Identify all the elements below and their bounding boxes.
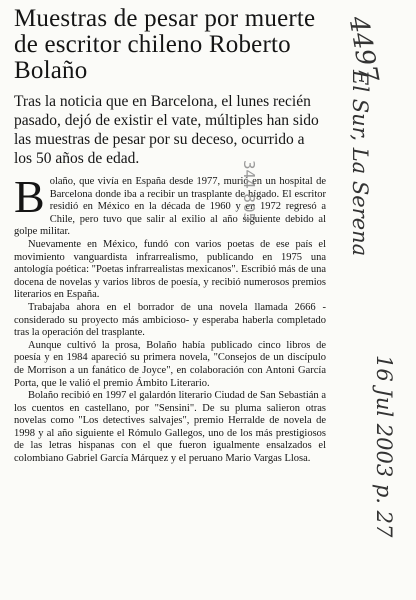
article-paragraph <box>14 171 326 239</box>
faded-stamp: 344 805 <box>240 160 258 223</box>
article-paragraph: Trabajaba ahora en el borrador de una novela llamada 2666 -considerado su proyecto más ambicioso- y esperaba haberla completado tras la operación del trasplante. <box>14 301 326 339</box>
article-lead: Tras la noticia que en Barcelona, el lunes recién pasado, dejó de existir el vate, múltiples han sido las muestras de pesar por su deceso, ocurrido a los 50 años de edad. <box>14 93 319 167</box>
drop-cap: B <box>14 171 45 222</box>
handwritten-catalog-number: 4497 <box>342 14 384 85</box>
article-body <box>14 171 326 466</box>
handwritten-source: El Sur, La Serena <box>348 70 372 257</box>
handwritten-date-page: 16 Jul 2003 p. 27 <box>372 355 396 538</box>
article-paragraph: Nuevamente en México, fundó con varios poetas de ese país el movimiento vanguardista infrarrealismo, publicando en 1975 una antología poética: "Poetas infrarrealistas mexicanos". Escribió más de una docena de novelas y varios libros de poesía, y recibió numerosos premios literarios en España. <box>14 238 326 301</box>
article-paragraph: Aunque cultivó la prosa, Bolaño había publicado cinco libros de poesía y en 1984 apareció su primera novela, "Consejos de un discípulo de Morrison a un fanático de Joyce", en colaboración con Antoni García Porta, que le valió el premio Ámbito Literario. <box>14 339 326 389</box>
article-paragraph-text: olaño, que vivía en España desde 1977, murió en un hospital de Barcelona donde iba a recibir un trasplante de hígado. El escritor residió en México en la década de 1960 y en 1972 regresó a Chile, pero tuvo que salir al exilio al año siguiente debido al golpe militar. <box>14 176 326 238</box>
article-headline: Muestras de pesar por muerte de escritor chileno Roberto Bolaño <box>14 5 316 84</box>
article-paragraph: Bolaño recibió en 1997 el galardón literario Ciudad de San Sebastián a los cuentos en castellano, por "Sensini". De su pluma salieron otras novelas como "Los detectives salvajes", premio Herralde de novela de 1998 y al año siguiente el Rómulo Gallegos, uno de los más prestigiosos de las letras hispanas con el que fueron igualmente ensalzados el colombiano Gabriel García Márquez y el peruano Mario Vargas Llosa. <box>14 390 326 465</box>
newspaper-clipping <box>14 6 326 466</box>
